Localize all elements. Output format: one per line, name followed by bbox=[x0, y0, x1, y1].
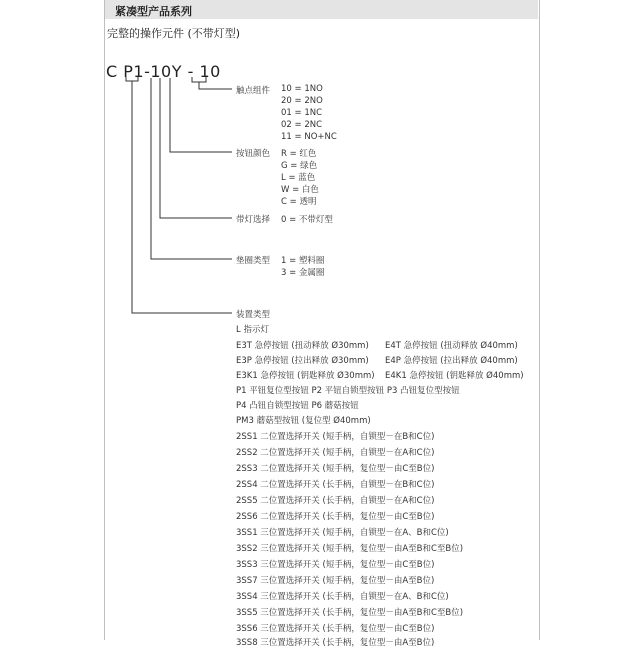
device-type-line: P4 凸钮自锁型按钮 P6 蘑菇按钮 bbox=[236, 401, 359, 411]
device-type-line: 2SS6 二位置选择开关 (长手柄，复位型－由C至B位) bbox=[236, 512, 435, 522]
device-type-line: 3SS8 三位置选择开关 (长手柄，复位型－由A至B位) bbox=[236, 638, 435, 648]
device-type-line: P1 平钮复位型按钮 P2 平钮自锁型按钮 P3 凸钮复位型按钮 bbox=[236, 386, 460, 396]
device-type-line: E4P 急停按钮 (拉出释放 Ø40mm) bbox=[385, 356, 518, 366]
gasket-label: 垫圈类型 bbox=[236, 256, 271, 266]
device-type-line: 3SS7 三位置选择开关 (短手柄，复位型－由A至B位) bbox=[236, 576, 435, 586]
color-option: R = 红色 bbox=[281, 149, 317, 159]
device-type-line: 2SS4 二位置选择开关 (长手柄，自锁型－在B和C位) bbox=[236, 480, 435, 490]
device-type-line: 3SS2 三位置选择开关 (短手柄，复位型－由A至B和C至B位) bbox=[236, 544, 464, 554]
leader-gasket bbox=[151, 78, 232, 259]
leader-device bbox=[132, 81, 232, 313]
device-type-line: 3SS4 三位置选择开关 (长手柄，自锁型－在A、B和C位) bbox=[236, 592, 449, 602]
device-type-line: E4K1 急停按钮 (钥匙释放 Ø40mm) bbox=[385, 371, 524, 381]
device-type-line: E3P 急停按钮 (拉出释放 Ø30mm) bbox=[236, 356, 369, 366]
lamp-option: 0 = 不带灯型 bbox=[281, 215, 333, 225]
contacts-option: 20 = 2NO bbox=[281, 96, 323, 106]
bracket-contacts bbox=[192, 77, 206, 82]
color-option: G = 绿色 bbox=[281, 161, 318, 171]
device-type-line: 3SS5 三位置选择开关 (长手柄，复位型－由A至B和C至B位) bbox=[236, 608, 464, 618]
color-label: 按钮颜色 bbox=[236, 149, 271, 159]
device-type-line: 2SS5 二位置选择开关 (长手柄，自锁型－在A和C位) bbox=[236, 496, 435, 506]
bracket-device bbox=[126, 77, 138, 81]
leader-lamp bbox=[160, 78, 232, 218]
device-type-line: 3SS3 三位置选择开关 (短手柄，复位型－由C至B位) bbox=[236, 560, 435, 570]
lamp-label: 带灯选择 bbox=[236, 215, 271, 225]
section-title: 紧凑型产品系列 bbox=[115, 5, 192, 18]
color-option: W = 白色 bbox=[281, 185, 319, 195]
device-label: 装置类型 bbox=[236, 310, 271, 320]
color-option: L = 蓝色 bbox=[281, 173, 316, 183]
contacts-option: 11 = NO+NC bbox=[281, 132, 337, 142]
color-option: C = 透明 bbox=[281, 197, 317, 207]
device-type-line: 2SS1 二位置选择开关 (短手柄，自锁型－在B和C位) bbox=[236, 432, 435, 442]
device-type-line: PM3 蘑菇型按钮 (复位型 Ø40mm) bbox=[236, 416, 371, 426]
leader-contacts bbox=[199, 82, 232, 89]
model-code: C P1-10Y - 10 bbox=[106, 62, 221, 81]
contacts-option: 10 = 1NO bbox=[281, 84, 323, 94]
gasket-option: 1 = 塑料圈 bbox=[281, 256, 325, 266]
device-type-line: E4T 急停按钮 (扭动释放 Ø40mm) bbox=[385, 341, 518, 351]
device-type-line: E3T 急停按钮 (扭动释放 Ø30mm) bbox=[236, 341, 369, 351]
device-type-line: 3SS1 三位置选择开关 (短手柄，自锁型－在A、B和C位) bbox=[236, 528, 449, 538]
contacts-option: 01 = 1NC bbox=[281, 108, 323, 118]
device-type-line: 2SS3 二位置选择开关 (短手柄，复位型－由C至B位) bbox=[236, 464, 435, 474]
device-type-line: L 指示灯 bbox=[236, 325, 269, 335]
contacts-option: 02 = 2NC bbox=[281, 120, 323, 130]
contacts-label: 触点组件 bbox=[236, 86, 271, 96]
device-type-line: 2SS2 二位置选择开关 (短手柄，自锁型－在A和C位) bbox=[236, 448, 435, 458]
device-type-line: E3K1 急停按钮 (钥匙释放 Ø30mm) bbox=[236, 371, 375, 381]
page-subtitle: 完整的操作元件 (不带灯型) bbox=[107, 27, 241, 40]
device-type-line: 3SS6 三位置选择开关 (长手柄，复位型－由C至B位) bbox=[236, 624, 435, 634]
gasket-option: 3 = 金属圈 bbox=[281, 268, 325, 278]
